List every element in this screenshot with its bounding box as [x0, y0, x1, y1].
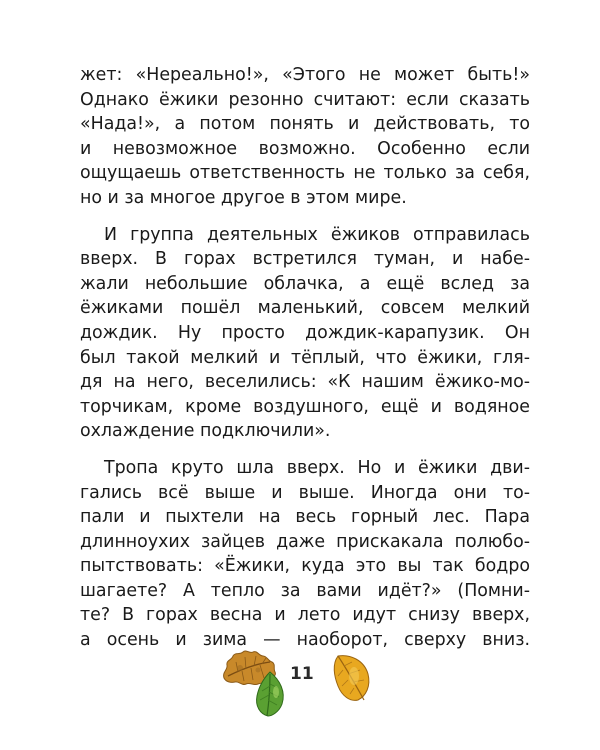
- text-line: ёжиками пошёл маленький, совсем мелкий: [80, 298, 530, 319]
- text-line: длинноухих зайцев даже прискакала полюбо-: [80, 531, 530, 552]
- text-line: жет: «Нереально!», «Этого не может быть!»: [80, 65, 530, 85]
- text-line: «Нада!», а потом понять и действовать, то: [80, 114, 530, 135]
- paragraph-3: [80, 456, 530, 653]
- text-line: гались всё выше и выше. Иногда они то-: [80, 482, 530, 503]
- paragraph-2: [80, 223, 530, 444]
- page-footer: [210, 640, 390, 720]
- text-line: дя на него, веселились: «К нашим ёжико-мо-: [80, 372, 530, 393]
- text-line: шагаете? А тепло за вами идёт?» (Помни-: [80, 580, 530, 601]
- page-number: 11: [290, 664, 314, 684]
- text-line: вверх. В горах встретился туман, и набе-: [80, 249, 530, 270]
- text-line: а осень и зима — наоборот, сверху вниз.: [80, 630, 530, 651]
- text-line: дождик. Ну просто дождик-карапузик. Он: [80, 322, 530, 343]
- text-line: те? В горах весна и лето идут снизу вверх,: [80, 605, 530, 626]
- text-line: жали небольшие облачка, а ещё вслед за: [80, 273, 530, 294]
- text-line: и невозможное возможно. Особенно если: [80, 138, 530, 159]
- text-line: был такой мелкий и тёплый, что ёжики, гля-: [80, 347, 530, 368]
- body-text: [80, 63, 530, 653]
- text-line: торчикам, кроме воздушного, ещё и водяное: [80, 396, 530, 417]
- text-line: Однако ёжики резонно считают: если сказать: [80, 89, 530, 110]
- green-leaf-icon: [252, 670, 288, 718]
- text-line: но и за многое другое в этом мире.: [80, 187, 407, 208]
- text-line: Тропа круто шла вверх. Но и ёжики дви-: [104, 457, 530, 478]
- text-line: ощущаешь ответственность не только за себя,: [80, 163, 530, 184]
- text-line: охлаждение подключили».: [80, 421, 331, 442]
- paragraph-1: [80, 63, 530, 211]
- text-line: пали и пыхтели на весь горный лес. Пара: [80, 507, 530, 528]
- text-line: И группа деятельных ёжиков отправилась: [104, 224, 530, 245]
- text-line: пытствовать: «Ёжики, куда это вы так бодро: [80, 556, 530, 577]
- yellow-leaf-icon: [328, 650, 374, 704]
